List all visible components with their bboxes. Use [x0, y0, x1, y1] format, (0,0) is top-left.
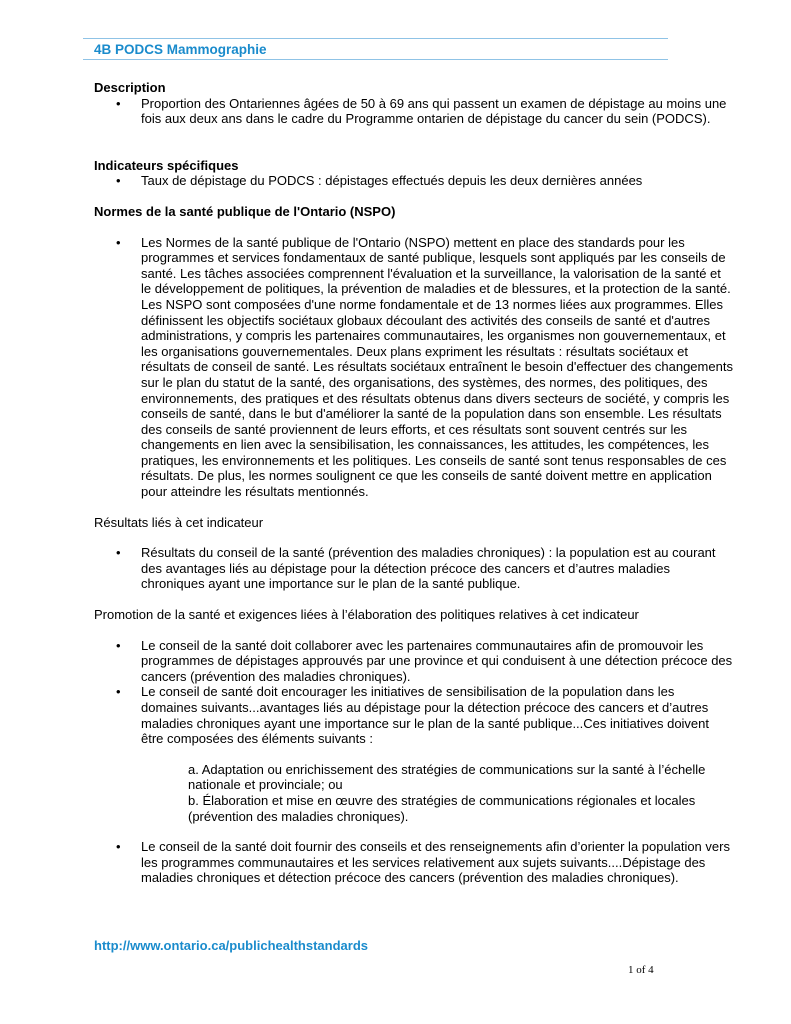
promotion-list	[94, 638, 734, 747]
promotion-heading: Promotion de la santé et exigences liées à l’élaboration des politiques relatives à cet indicateur	[94, 607, 639, 623]
nspo-heading: Normes de la santé publique de l'Ontario (NSPO)	[94, 203, 396, 219]
list-item: • Le conseil de santé doit encourager les initiatives de sensibilisation de la population dans les domaines suivants...avantages liés au dépistage pour la détection précoce des cancers et d’autres maladies chroniques ayant une importance sur le plan de la santé publique...Ces initiatives doivent être composées des éléments suivants :	[94, 684, 734, 746]
content	[94, 80, 734, 886]
description-heading: Description	[94, 80, 166, 95]
nspo-list	[94, 235, 734, 500]
promotion-list-last	[94, 839, 734, 886]
page-number: 1 of 4	[628, 964, 654, 976]
sub-item-b: b. Élaboration et mise en œuvre des stratégies de communications régionales et locales (prévention des maladies chroniques).	[188, 792, 696, 824]
results-heading: Résultats liés à cet indicateur	[94, 514, 264, 530]
document-title: 4B PODCS Mammographie	[94, 42, 267, 57]
description-list	[94, 96, 734, 127]
header-band	[83, 38, 668, 60]
list-item: • Les Normes de la santé publique de l'Ontario (NSPO) mettent en place des standards pour les programmes et services fondamentaux de santé publique, lesquels sont appliqués par les conseils de santé. Les tâches associées comprennent l'évaluation et la surveillance, la valorisation de la santé et le développement de politiques, la prévention de maladies et de blessures, et la protection de la santé. Les NSPO sont composées d'une norme fondamentale et de 13 normes liées aux programmes. Elles définissent les objectifs sociétaux globaux découlant des activités des conseils de santé et d'autres administrations, y compris les partenaires communautaires, les organismes non gouvernementaux, et les organisations gouvernementales. Deux plans expriment les résultats : résultats sociétaux et résultats de conseil de santé. Les résultats sociétaux entraînent le besoin d'effectuer des changements sur le plan du statut de la santé, des organisations, des systèmes, des normes, des politiques, des environnements, des pratiques et des résultats obtenus dans divers secteurs de société, y compris les conseils de santé, dans le but d'améliorer la santé de la population dans son ensemble. Les résultats des conseils de santé proviennent de leurs efforts, et ces résultats sont souvent centrés sur les changements en lien avec la sensibilisation, les connaissances, les attitudes, les compétences, les pratiques, les environnements et les politiques. Les conseils de santé sont tenus responsables de ces résultats. De plus, les normes soulignent ce que les conseils de santé doivent mettre en application pour atteindre les résultats mentionnés.	[94, 235, 734, 500]
public-health-standards-link[interactable]: http://www.ontario.ca/publichealthstandards	[94, 938, 368, 953]
list-item: • Proportion des Ontariennes âgées de 50 à 69 ans qui passent un examen de dépistage au moins une fois aux deux ans dans le cadre du Programme ontarien de dépistage du cancer du sein (PODCS).	[94, 96, 734, 127]
list-item: • Le conseil de la santé doit collaborer avec les partenaires communautaires afin de promouvoir les programmes de dépistages approuvés par une province et qui conduisent à une détection précoce des cancers (prévention des maladies chroniques).	[94, 638, 734, 685]
results-list	[94, 545, 734, 592]
list-item: • Le conseil de la santé doit fournir des conseils et des renseignements afin d’orienter la population vers les programmes communautaires et les services relativement aux sujets suivants....Dépistage des maladies chroniques et détection précoce des cancers (prévention des maladies chroniques).	[94, 839, 734, 886]
specific-indicators-heading: Indicateurs spécifiques	[94, 157, 239, 173]
sub-item-a: a. Adaptation ou enrichissement des stratégies de communications sur la santé à l’échelle nationale et provinciale; ou	[188, 761, 706, 793]
specific-indicators-list	[94, 173, 734, 189]
list-item: • Taux de dépistage du PODCS : dépistages effectués depuis les deux dernières années	[94, 173, 734, 189]
list-item: • Résultats du conseil de la santé (prévention des maladies chroniques) : la population est au courant des avantages liés au dépistage pour la détection précoce des cancers et d’autres maladies chroniques ayant une importance sur le plan de la santé publique.	[94, 545, 734, 592]
